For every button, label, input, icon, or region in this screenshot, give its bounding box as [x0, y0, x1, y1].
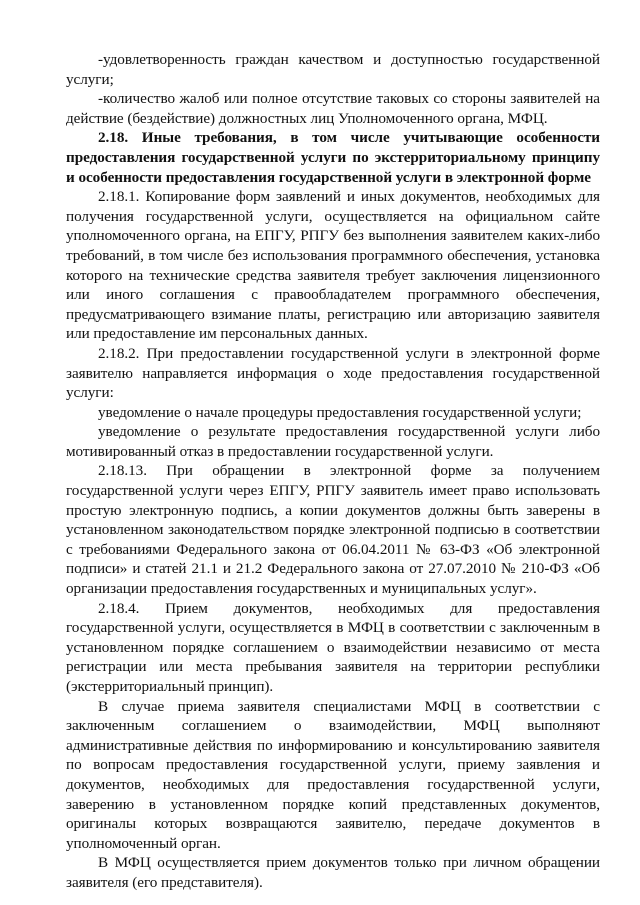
paragraph-2-18-2: 2.18.2. При предоставлении государственной услуги в электронной форме заявителю направляется информация о ходе предоставления государственной услуги:	[66, 344, 600, 402]
paragraph-notification-start: уведомление о начале процедуры предоставления государственной услуги;	[98, 403, 582, 421]
paragraph-notification-result: уведомление о результате предоставления государственной услуги либо мотивированный отказ в предоставлении государственной услуги.	[66, 423, 600, 460]
section-heading-2-18: 2.18. Иные требования, в том числе учитывающие особенности предоставления государственной услуги по экстерриториальному принципу и особенности предоставления государственной услуги в электронной форме	[66, 129, 600, 186]
paragraph-mfc-personal: В МФЦ осуществляется прием документов только при личном обращении заявителя (его представителя).	[66, 854, 600, 891]
document-page	[66, 50, 600, 893]
paragraph-complaints: -количество жалоб или полное отсутствие таковых со стороны заявителей на действие (бездействие) должностных лиц Уполномоченного органа, МФЦ.	[66, 90, 600, 127]
paragraph-2-18-13: 2.18.13. При обращении в электронной форме за получением государственной услуги через ЕПГУ, РПГУ заявитель имеет право использовать простую электронную подпись, а копии документов должны быть заверены в установленном законодательством порядке электронной подписью в соответствии с требованиями Федерального закона от 06.04.2011 № 63-ФЗ «Об электронной подписи» и статей 21.1 и 21.2 Федерального закона от 27.07.2010 № 210-ФЗ «Об организации предоставления государственных и муниципальных услуг».	[66, 462, 600, 598]
paragraph-mfc-reception: В случае приема заявителя специалистами МФЦ в соответствии с заключенным соглашением о взаимодействии, МФЦ выполняют административные действия по информированию и консультированию заявителя по вопросам предоставления государственной услуги, приему заявления и документов, необходимых для предоставления государственной услуги, заверению в установленном порядке копий представленных документов, оригиналы которых возвращаются заявителю, передаче документов в уполномоченный орган.	[66, 697, 600, 852]
paragraph-2-18-4: 2.18.4. Прием документов, необходимых для предоставления государственной услуги, осуществляется в МФЦ в соответствии с заключенным в установленном порядке соглашением о взаимодействии независимо от места регистрации или места пребывания заявителя на территории республики (экстерриториальный принцип).	[66, 599, 600, 695]
paragraph-satisfaction: -удовлетворенность граждан качеством и доступностью государственной услуги;	[66, 51, 600, 88]
paragraph-2-18-1: 2.18.1. Копирование форм заявлений и иных документов, необходимых для получения государственной услуги, осуществляется на официальном сайте уполномоченного органа, на ЕПГУ, РПГУ без выполнения заявителем каких-либо требований, в том числе без использования программного обеспечения, установка которого на технические средства заявителя требует заключения лицензионного или иного соглашения с правообладателем программного обеспечения, предусматривающего взимание платы, регистрацию или авторизацию заявителя или предоставление им персональных данных.	[66, 188, 600, 343]
